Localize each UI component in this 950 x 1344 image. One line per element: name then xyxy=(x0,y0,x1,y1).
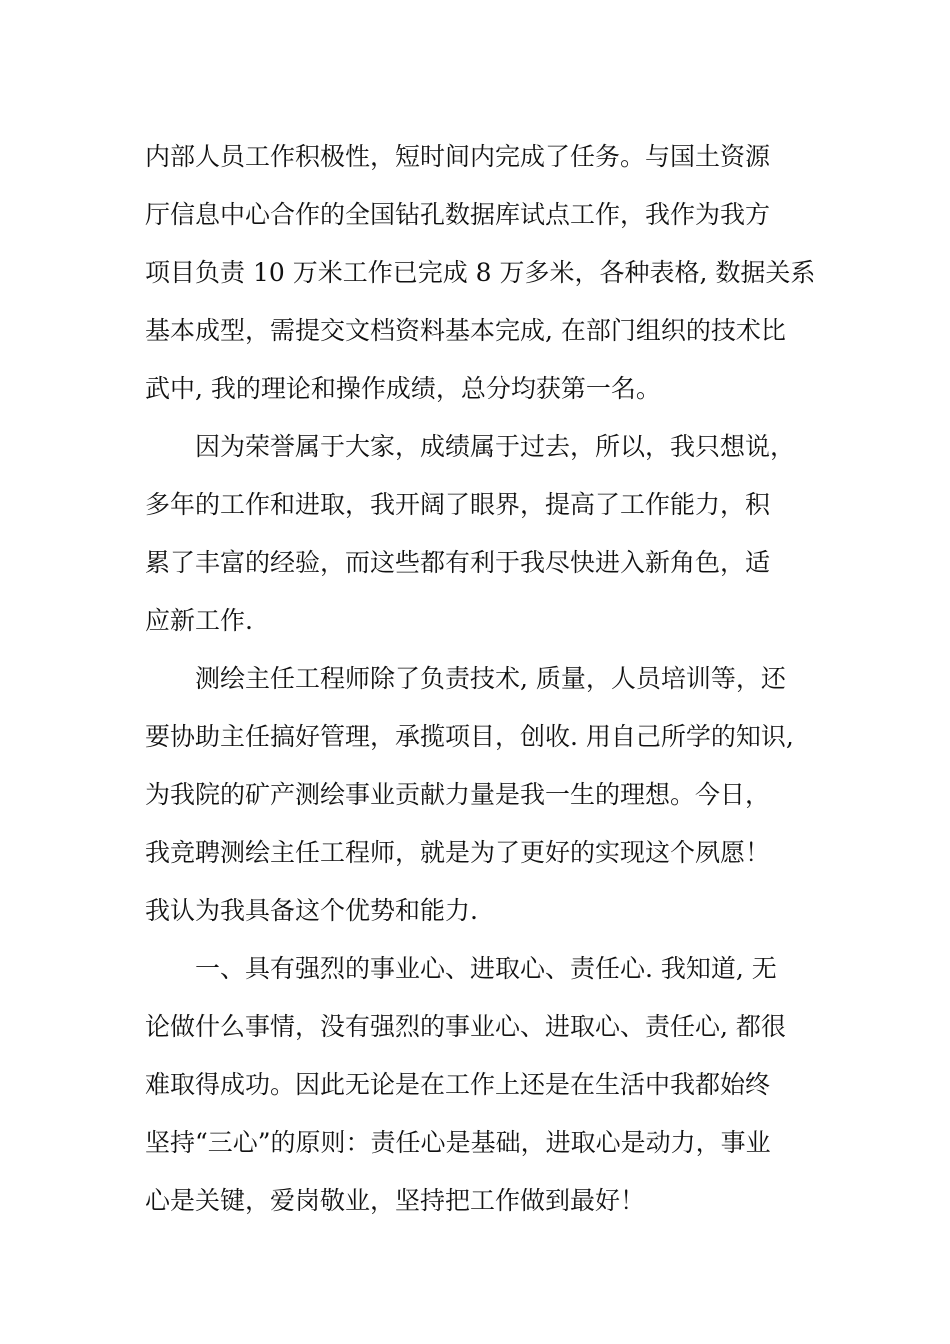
text-line: 我竞聘测绘主任工程师，就是为了更好的实现这个夙愿！ xyxy=(145,838,771,867)
text-line: 厅信息中心合作的全国钻孔数据库试点工作，我作为我方 xyxy=(145,200,771,229)
text-line: 项目负责 10 万米工作已完成 8 万多米，各种表格, 数据关系 xyxy=(145,258,816,287)
paragraph xyxy=(145,940,815,1230)
text-line: 论做什么事情，没有强烈的事业心、进取心、责任心, 都很 xyxy=(145,1012,786,1041)
text-line: 要协助主任搞好管理，承揽项目，创收. 用自己所学的知识, xyxy=(145,722,794,751)
text-line: 难取得成功。因此无论是在工作上还是在生活中我都始终 xyxy=(145,1070,771,1099)
text-line: 武中, 我的理论和操作成绩，总分均获第一名。 xyxy=(145,374,661,403)
document-body xyxy=(145,128,815,1230)
text-line: 心是关键，爱岗敬业，坚持把工作做到最好！ xyxy=(145,1186,646,1215)
text-line: 坚持“三心”的原则：责任心是基础，进取心是动力，事业 xyxy=(145,1128,771,1157)
text-line: 我认为我具备这个优势和能力. xyxy=(145,896,478,925)
text-line: 一、具有强烈的事业心、进取心、责任心. 我知道, 无 xyxy=(195,954,777,983)
text-line: 多年的工作和进取，我开阔了眼界，提高了工作能力，积 xyxy=(145,490,771,519)
text-line: 内部人员工作积极性，短时间内完成了任务。与国土资源 xyxy=(145,142,771,171)
paragraph xyxy=(145,650,815,940)
text-line: 基本成型，需提交文档资料基本完成, 在部门组织的技术比 xyxy=(145,316,786,345)
text-line: 因为荣誉属于大家，成绩属于过去，所以，我只想说， xyxy=(195,432,796,461)
text-line: 应新工作. xyxy=(145,606,253,635)
paragraph xyxy=(145,128,815,418)
text-line: 为我院的矿产测绘事业贡献力量是我一生的理想。今日， xyxy=(145,780,771,809)
paragraph xyxy=(145,418,815,650)
text-line: 测绘主任工程师除了负责技术, 质量，人员培训等，还 xyxy=(195,664,786,693)
text-line: 累了丰富的经验，而这些都有利于我尽快进入新角色，适 xyxy=(145,548,771,577)
